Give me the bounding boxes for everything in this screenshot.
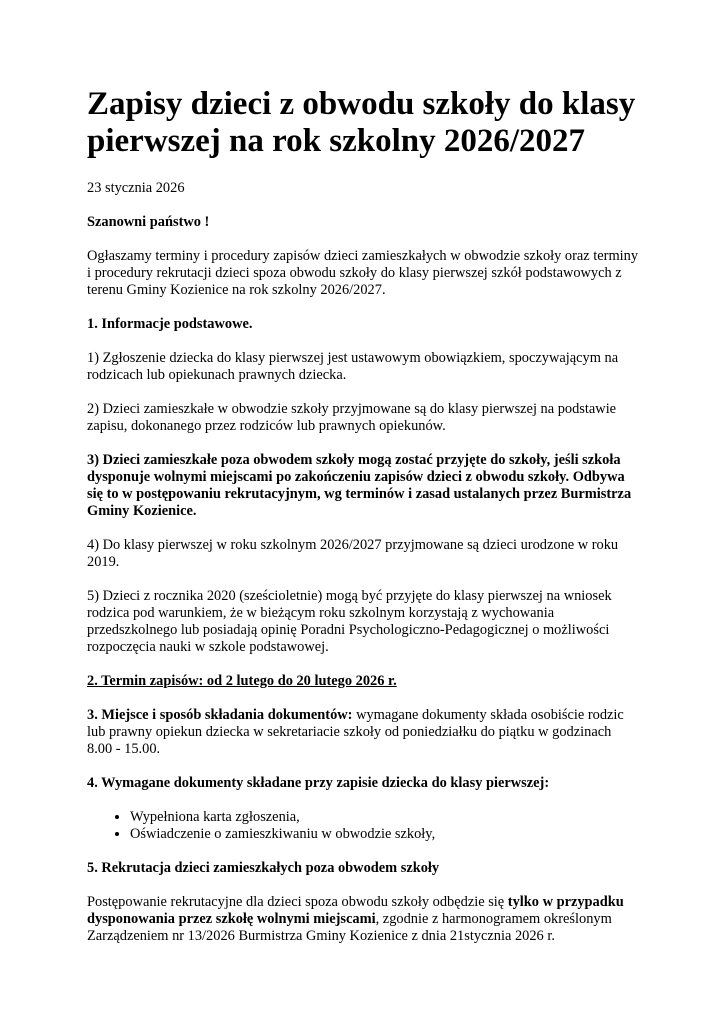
page-title: Zapisy dzieci z obwodu szkoły do klasy pierwszej na rok szkolny 2026/2027 [87,86,636,159]
section-1-point-2: 2) Dzieci zamieszkałe w obwodzie szkoły przyjmowane są do klasy pierwszej na podstawie zapisu, dokonanego przez rodziców lub prawnych opiekunów. [87,401,617,434]
section-4-heading: 4. Wymagane dokumenty składane przy zapisie dziecka do klasy pierwszej: [87,775,550,791]
section-2-heading: 2. Termin zapisów: od 2 lutego do 20 lutego 2026 r. [87,673,397,689]
section-1-point-1: 1) Zgłoszenie dziecka do klasy pierwszej jest ustawowym obowiązkiem, spoczywającym na rodzicach lub opiekunach prawnych dziecka. [87,350,619,383]
section-1-point-4: 4) Do klasy pierwszej w roku szkolnym 2026/2027 przyjmowane są dzieci urodzone w roku 2019. [87,537,619,570]
list-item: • Oświadczenie o zamieszkiwaniu w obwodzie szkoły, [130,826,640,843]
section-3-paragraph [87,707,640,758]
required-documents-list [87,809,640,843]
section-5-heading: 5. Rekrutacja dzieci zamieszkałych poza obwodem szkoły [87,860,440,876]
section-1-point-3: 3) Dzieci zamieszkałe poza obwodem szkoły mogą zostać przyjęte do szkoły, jeśli szkoła dysponuje wolnymi miejscami po zakończeniu zapisów dzieci z obwodu szkoły. Odbywa się to w postępowaniu rekrutacyjnym, wg terminów i zasad ustalanych przez Burmistrza Gminy Kozienice. [87,452,632,519]
section-1-point-5: 5) Dzieci z rocznika 2020 (sześcioletnie) mogą być przyjęte do klasy pierwszej na wniosek rodzica pod warunkiem, że w bieżącym roku szkolnym korzystają z wychowania przedszkolnego lub posiadają opinię Poradni Psychologiczno-Pedagogicznej o możliwości rozpoczęcia nauki w szkole podstawowej. [87,588,612,655]
intro-paragraph: Ogłaszamy terminy i procedury zapisów dzieci zamieszkałych w obwodzie szkoły oraz terminy i procedury rekrutacji dzieci spoza obwodu szkoły do klasy pierwszej szkół podstawowych z terenu Gminy Kozienice na rok szkolny 2026/2027. [87,248,639,298]
publication-date: 23 stycznia 2026 [87,180,185,196]
section-1-heading: 1. Informacje podstawowe. [87,316,253,332]
greeting: Szanowni państwo ! [87,214,210,230]
list-item: • Wypełniona karta zgłoszenia, [130,809,640,826]
section-5-text-bold: tylko w przypadku dysponowania przez szkołę wolnymi miejscami [87,894,624,927]
section-3-text: wymagane dokumenty składa osobiście rodzic lub prawny opiekun dziecka w sekretariacie szkoły od poniedziałku do piątku w godzinach 8.00 - 15.00. [87,707,624,757]
section-5-text-after: , zgodnie z harmonogramem określonym Zarządzeniem nr 13/2026 Burmistrza Gminy Kozienice z dnia 21stycznia 2026 r. [87,911,612,944]
section-3-heading: 3. Miejsce i sposób składania dokumentów: [87,707,353,723]
section-5-text-before: Postępowanie rekrutacyjne dla dzieci spoza obwodu szkoły odbędzie się [87,894,508,910]
section-5-paragraph [87,894,640,945]
